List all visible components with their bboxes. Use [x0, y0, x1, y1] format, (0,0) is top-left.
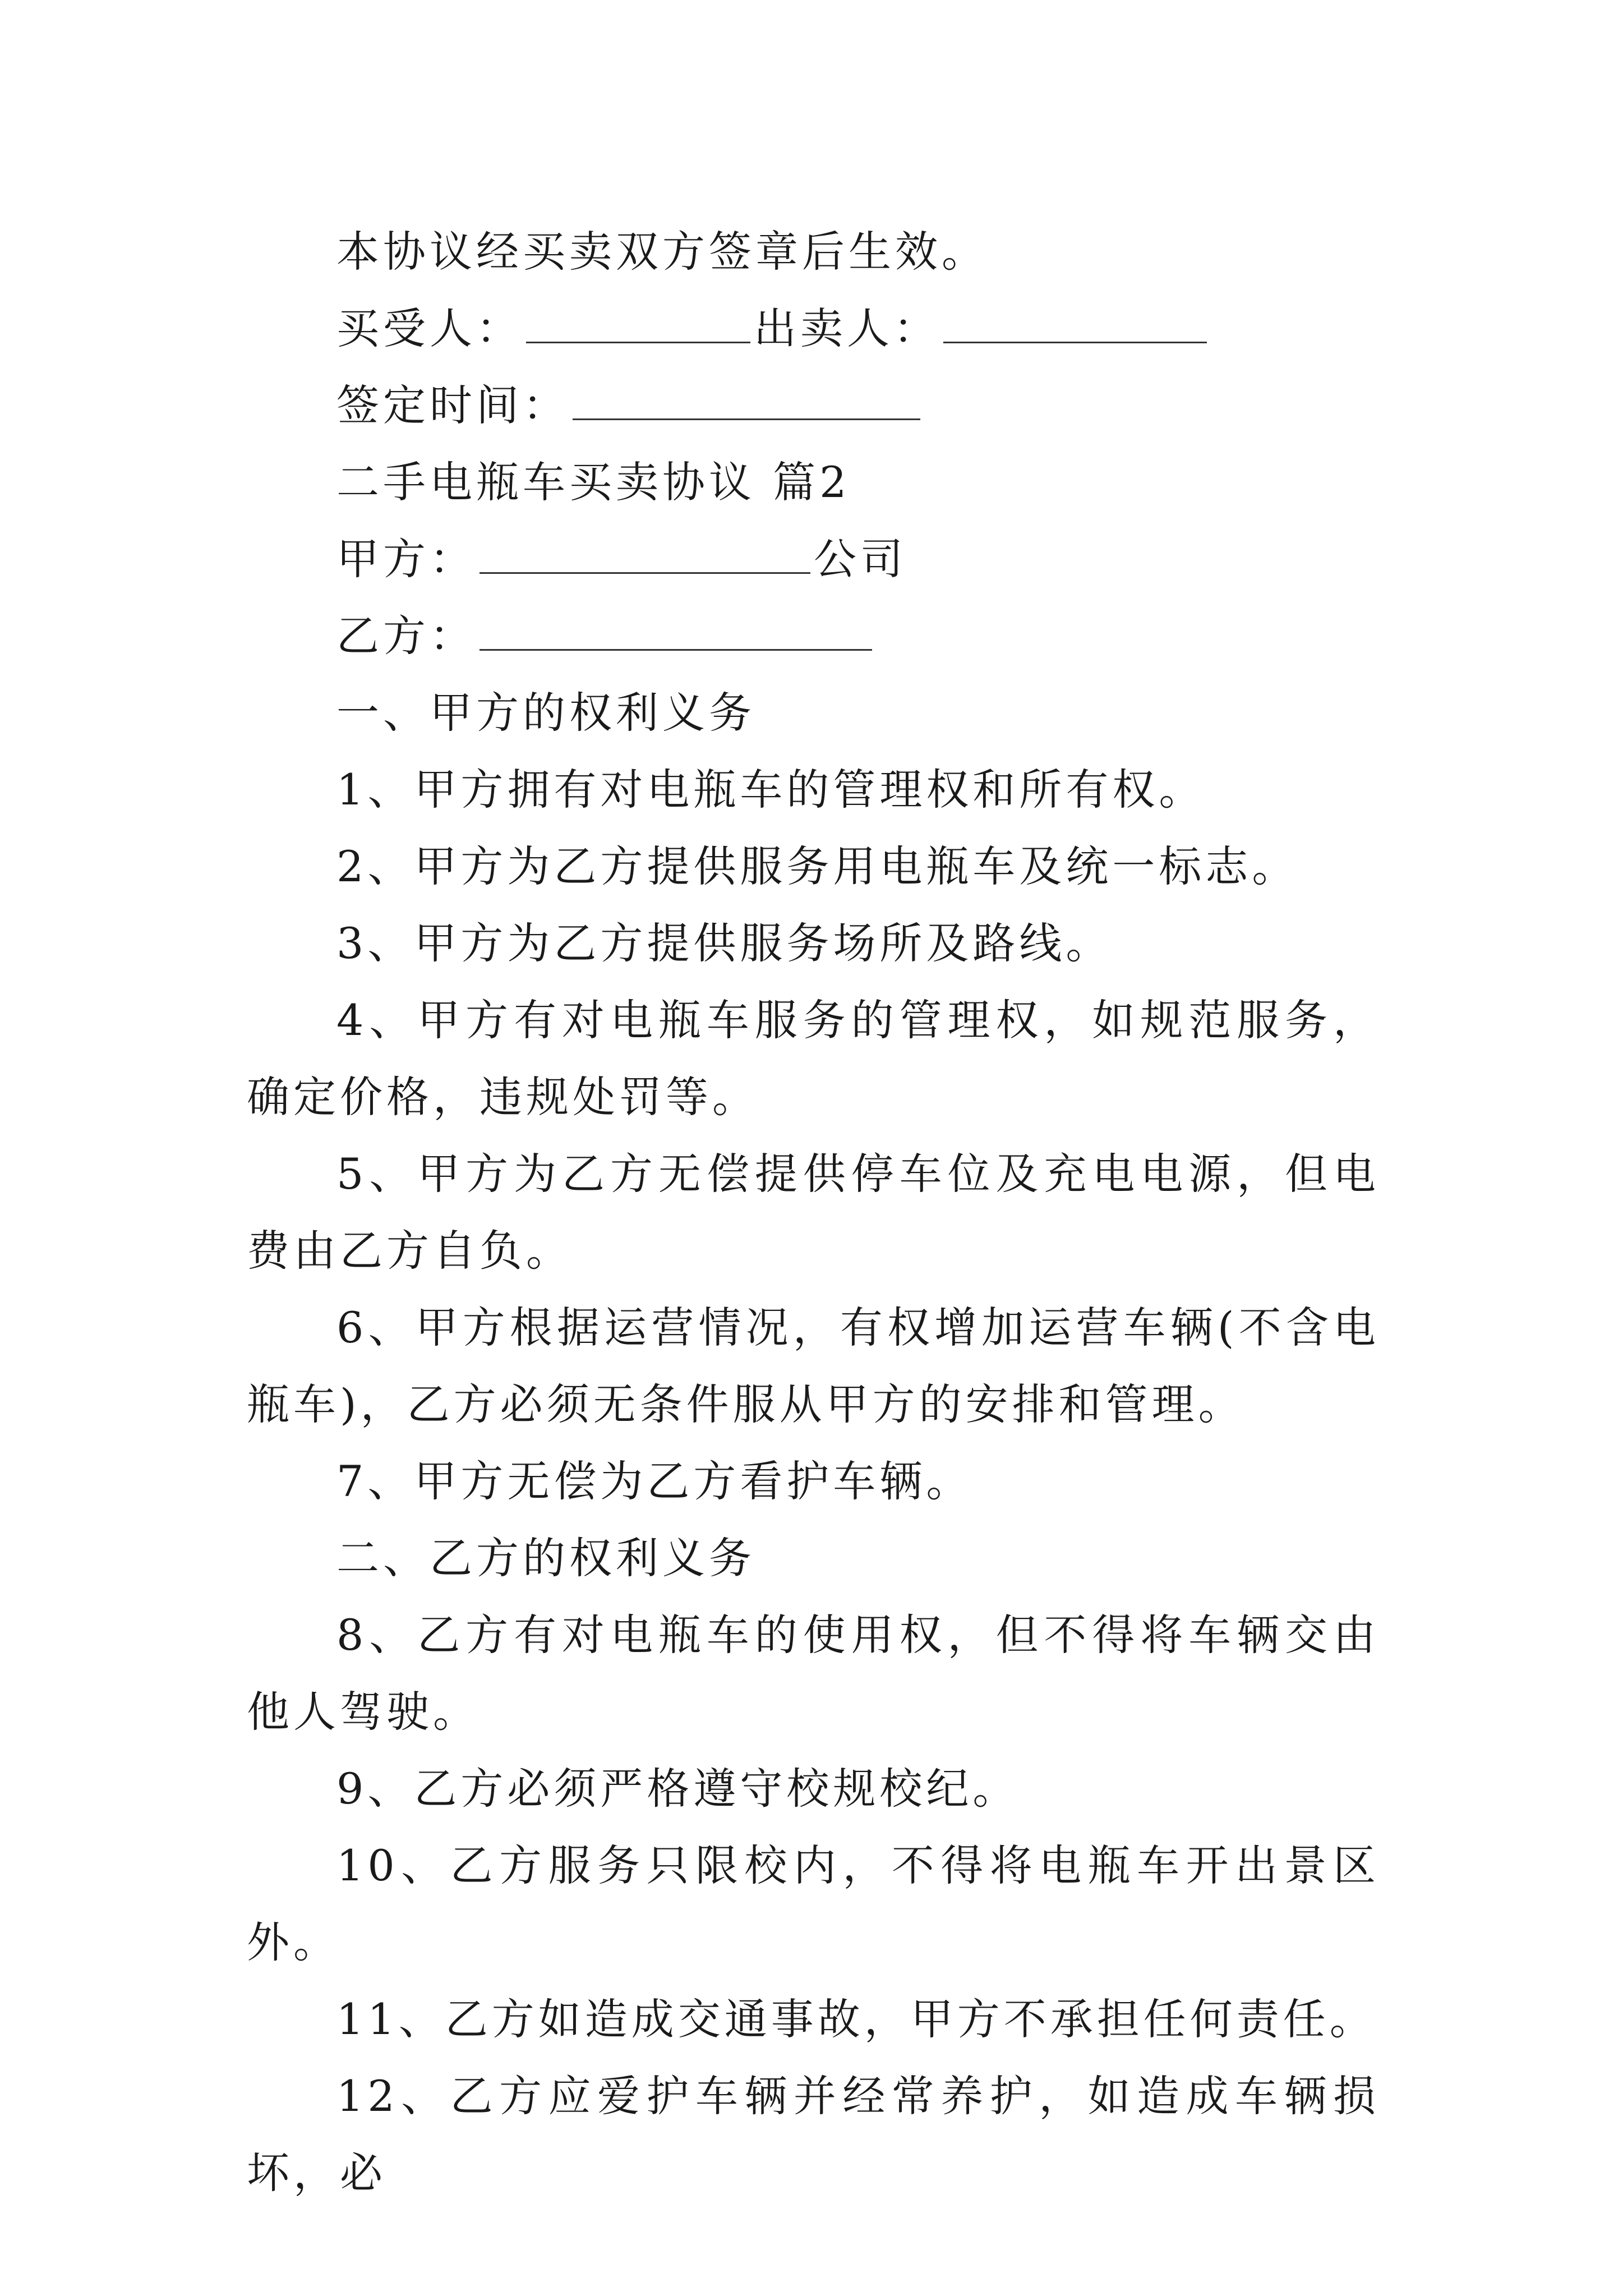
clause-8: 8、乙方有对电瓶车的使用权，但不得将车辆交由他人驾驶。 [247, 1610, 1380, 1737]
effective-clause-text: 本协议经买卖双方签章后生效。 [336, 227, 988, 277]
clause-10: 10、乙方服务只限校内，不得将电瓶车开出景区外。 [247, 1841, 1380, 1967]
clause-9: 9、乙方必须严格遵守校规校纪。 [336, 1764, 1020, 1814]
clause-7: 7、甲方无偿为乙方看护车辆。 [336, 1456, 973, 1506]
section-title [247, 444, 1380, 521]
clause-1: 1、甲方拥有对电瓶车的管理权和所有权。 [336, 765, 1206, 815]
clause-2: 2、甲方为乙方提供服务用电瓶车及统一标志。 [336, 841, 1299, 891]
sign-date-label: 签定时间： [336, 380, 569, 430]
party-a-suffix: 公司 [814, 534, 907, 584]
clause-6: 6、甲方根据运营情况，有权增加运营车辆(不含电瓶车)，乙方必须无条件服从甲方的安排和管理。 [247, 1303, 1380, 1429]
seller-label: 出卖人： [754, 303, 940, 353]
party-a-line [247, 521, 1380, 597]
clause-12: 12、乙方应爱护车辆并经常养护，如造成车辆损坏，必 [247, 2071, 1380, 2198]
clause-5: 5、甲方为乙方无偿提供停车位及充电电源，但电费由乙方自负。 [247, 1149, 1380, 1276]
document-body [247, 213, 1380, 2211]
effective-clause [247, 213, 1380, 290]
buyer-blank [526, 302, 750, 343]
sign-date-line [247, 367, 1380, 444]
party-b-line [247, 597, 1380, 674]
heading-2-text: 二、乙方的权利义务 [336, 1533, 755, 1583]
party-a-blank [479, 533, 810, 574]
party-b-blank [479, 610, 872, 651]
clause-11: 11、乙方如造成交通事故，甲方不承担任何责任。 [336, 1994, 1376, 2044]
clause-4: 4、甲方有对电瓶车服务的管理权，如规范服务，确定价格，违规处罚等。 [247, 995, 1380, 1122]
heading-1-text: 一、甲方的权利义务 [336, 688, 755, 738]
buyer-label: 买受人： [336, 303, 523, 353]
section-title-text: 二手电瓶车买卖协议 篇2 [336, 457, 851, 507]
heading-party-b-rights [247, 1520, 1380, 1596]
heading-party-a-rights [247, 674, 1380, 751]
signature-line [247, 290, 1380, 367]
sign-date-blank [573, 379, 920, 420]
party-b-label: 乙方： [336, 611, 476, 661]
clause-3: 3、甲方为乙方提供服务场所及路线。 [336, 918, 1113, 968]
seller-blank [943, 302, 1207, 343]
party-a-label: 甲方： [336, 534, 476, 584]
